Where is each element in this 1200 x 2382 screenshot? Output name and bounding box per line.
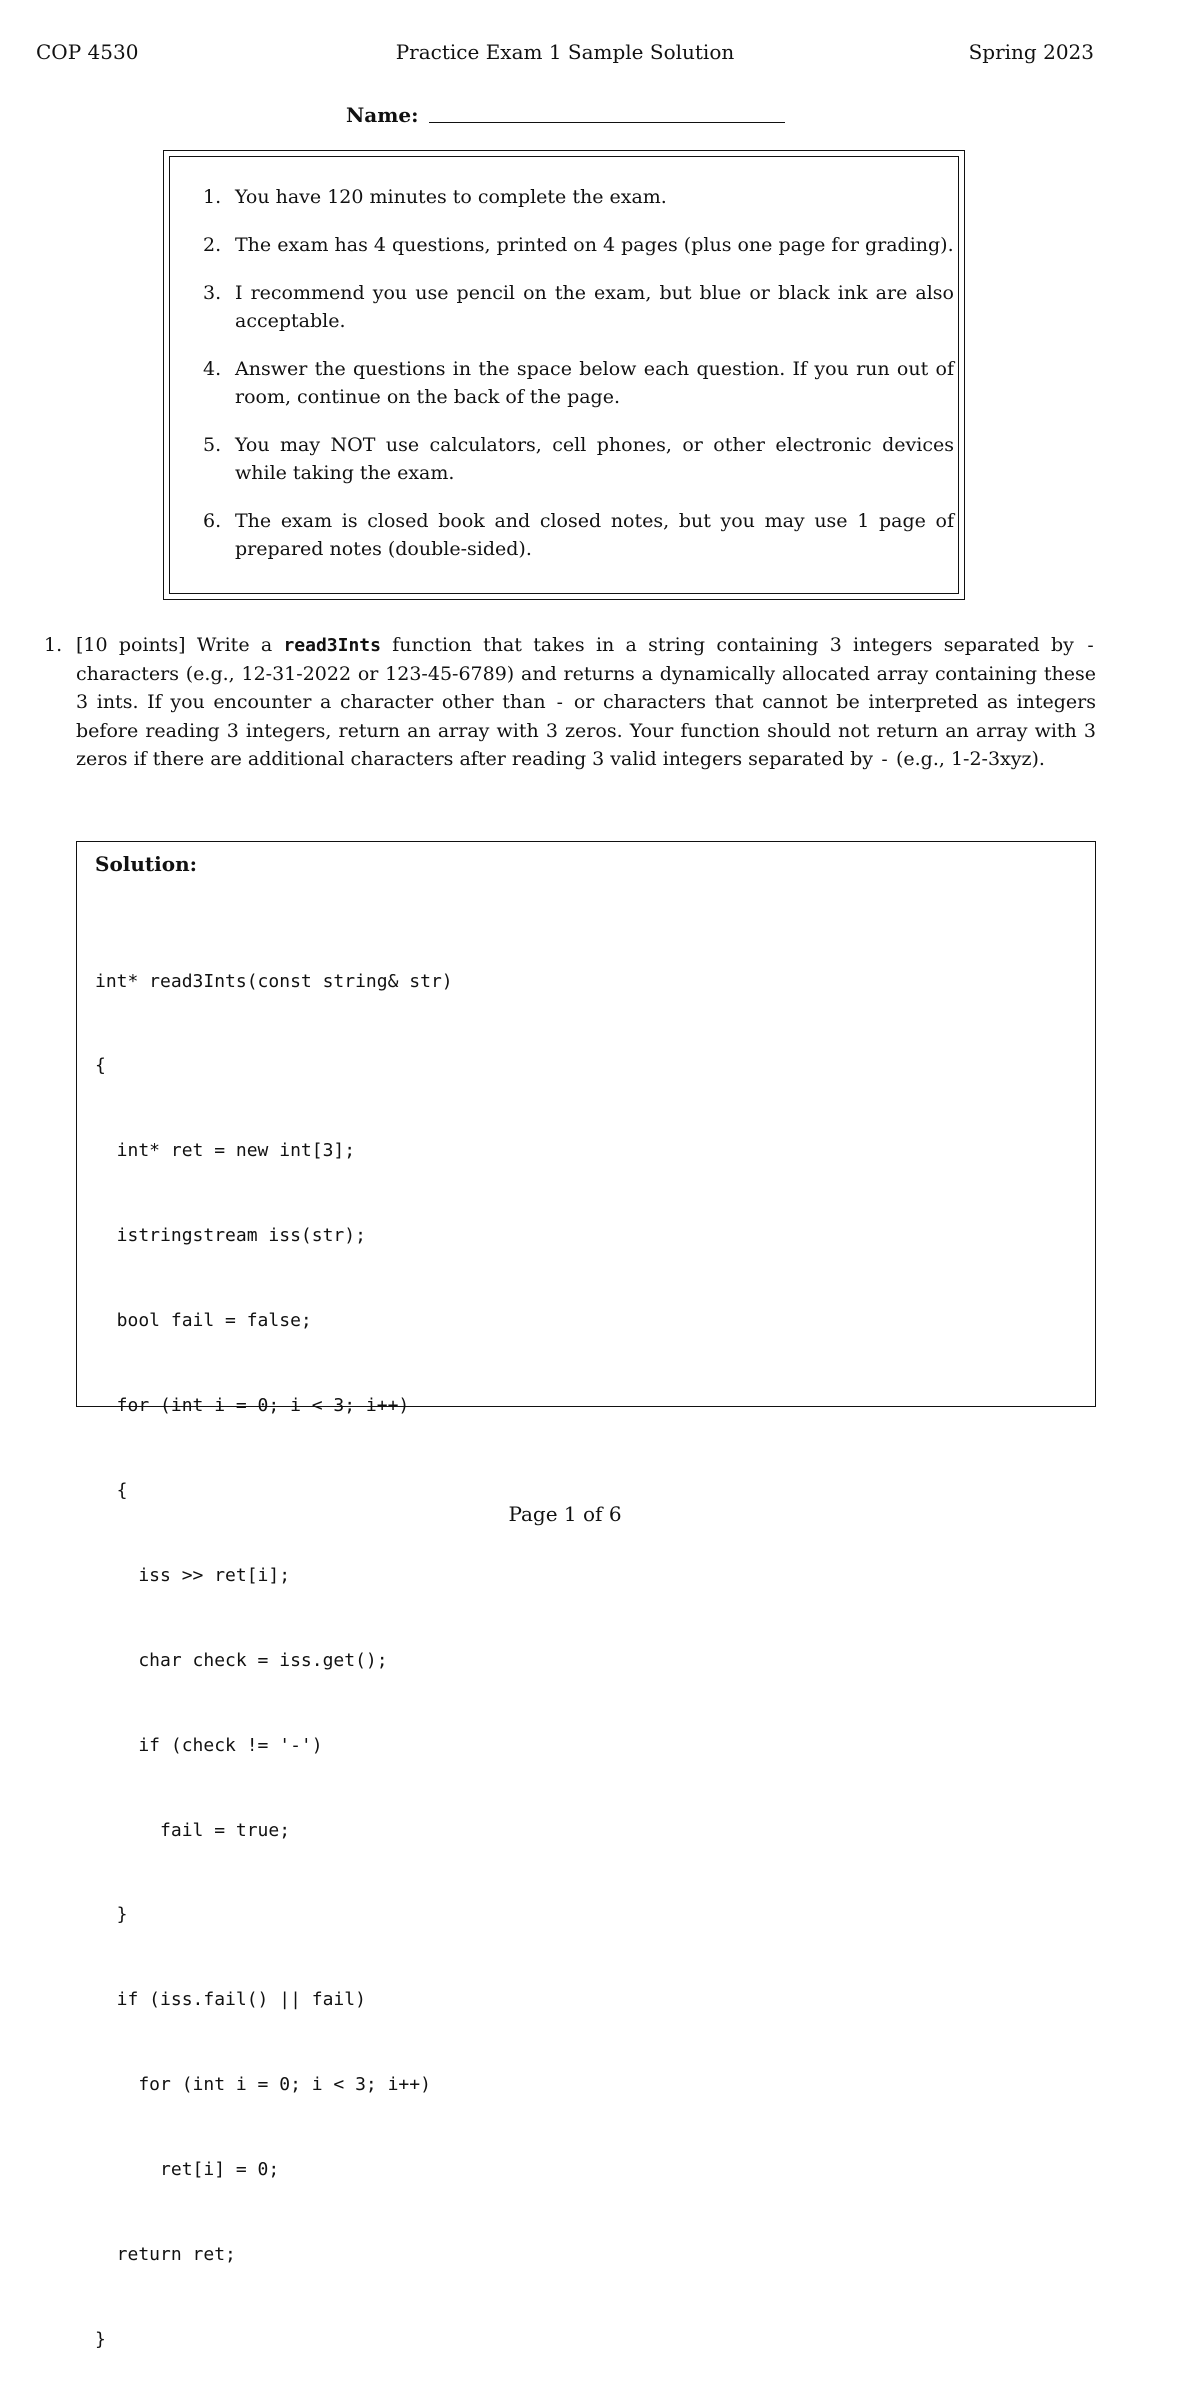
instruction-number: 2. (203, 234, 222, 256)
code-line: for (int i = 0; i < 3; i++) (95, 1395, 410, 1417)
question-1 (44, 631, 1096, 774)
instruction-number: 3. (203, 282, 222, 304)
instruction-text: The exam has 4 questions, printed on 4 pages (plus one page for grading). (235, 234, 954, 256)
code-line: for (int i = 0; i < 3; i++) (95, 2074, 431, 2096)
code-line: } (95, 2328, 106, 2350)
code-line: if (check != '-') (95, 1734, 323, 1756)
question-text-part: (e.g., 1-2-3xyz). (889, 748, 1045, 770)
instruction-number: 5. (203, 434, 222, 456)
question-number: 1. (44, 634, 63, 656)
code-line: if (iss.fail() || fail) (95, 1989, 366, 2011)
code-line: } (95, 1904, 128, 1926)
instruction-item (200, 231, 954, 259)
name-blank-line (429, 122, 785, 123)
dash-char: - (554, 692, 566, 713)
question-text-part: [10 points] Write a (76, 634, 284, 656)
course-code: COP 4530 (36, 40, 139, 64)
instruction-text: Answer the questions in the space below each question. If you run out of room, continue on the back of the page. (235, 358, 954, 408)
code-line: bool fail = false; (95, 1310, 312, 1332)
document-title: Practice Exam 1 Sample Solution (395, 40, 735, 64)
dash-char: - (879, 749, 890, 770)
code-line: iss >> ret[i]; (95, 1564, 291, 1586)
code-line: istringstream iss(str); (95, 1225, 366, 1247)
page-footer: Page 1 of 6 (508, 1502, 622, 1526)
question-text-part: function that takes in a string containing 3 integers separated by (381, 634, 1086, 656)
function-name: read3Ints (283, 635, 381, 656)
instruction-item (200, 183, 954, 211)
code-line: return ret; (95, 2243, 236, 2265)
instruction-number: 1. (203, 186, 222, 208)
instruction-item (200, 355, 954, 411)
code-line: int* ret = new int[3]; (95, 1140, 356, 1162)
instruction-number: 4. (203, 358, 222, 380)
question-text-part: or characters that cannot be interpreted as integers before reading 3 integers, return an array with 3 zeros. Your function should not return an array with 3 zeros if there are additional characters after reading 3 valid integers separated by (76, 691, 1097, 770)
name-label: Name: (346, 103, 419, 127)
solution-code (95, 911, 453, 2382)
code-line: int* read3Ints(const string& str) (95, 970, 453, 992)
code-line: fail = true; (95, 1819, 291, 1841)
code-line: char check = iss.get(); (95, 1649, 388, 1671)
dash-char: - (1085, 635, 1096, 656)
solution-label: Solution: (95, 852, 198, 876)
instruction-text: You may NOT use calculators, cell phones, or other electronic devices while taking the exam. (235, 434, 954, 484)
code-line: ret[i] = 0; (95, 2159, 280, 2181)
term: Spring 2023 (968, 40, 1094, 64)
instruction-number: 6. (203, 510, 222, 532)
code-line: { (95, 1479, 128, 1501)
question-text (44, 631, 1096, 774)
instructions-list (200, 183, 954, 583)
instruction-text: The exam is closed book and closed notes, but you may use 1 page of prepared notes (double-sided). (235, 510, 954, 560)
instruction-item (200, 279, 954, 335)
question-text-part: characters (e.g., 12-31-2022 or 123-45-6789) and returns a dynamically allocated array containing these 3 ints. If you encounter a character other than (76, 663, 1096, 713)
instruction-text: I recommend you use pencil on the exam, but blue or black ink are also acceptable. (235, 282, 954, 332)
page-header (36, 40, 1094, 70)
instruction-text: You have 120 minutes to complete the exam. (235, 186, 667, 208)
code-line: { (95, 1055, 106, 1077)
instruction-item (200, 431, 954, 487)
instruction-item (200, 507, 954, 563)
